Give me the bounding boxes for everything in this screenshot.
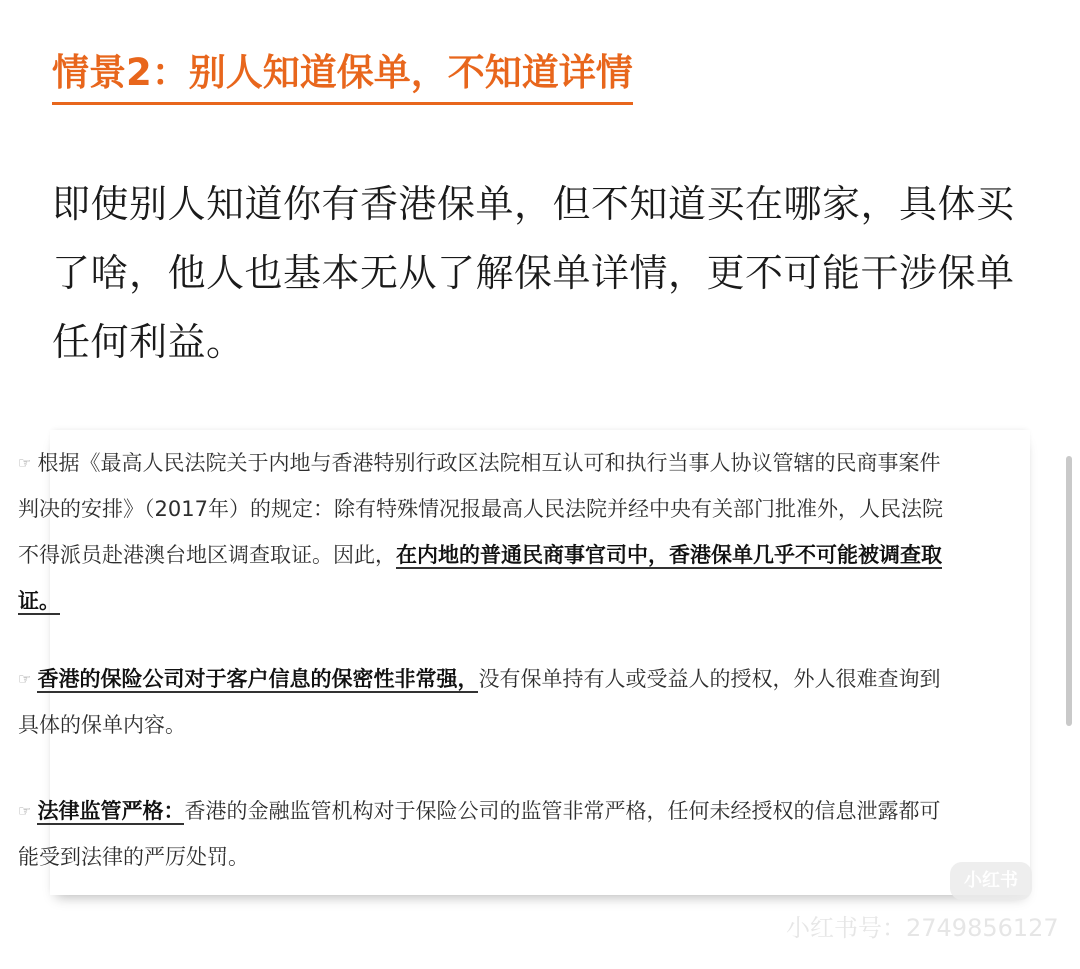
pointing-hand-icon: ☞ (18, 802, 32, 820)
pointing-hand-icon: ☞ (18, 670, 32, 688)
card-item-1 (18, 440, 958, 624)
pointing-hand-icon: ☞ (18, 454, 32, 472)
section-heading: 情景2：别人知道保单，不知道详情 (52, 46, 633, 105)
card-item-3 (18, 788, 958, 880)
card-item-bold: 香港的保险公司对于客户信息的保密性非常强， (37, 667, 479, 691)
watermark-logo: 小红书 (950, 862, 1032, 900)
card-item-2 (18, 656, 958, 748)
card-item-text-after: 香港的金融监管机构对于保险公司的监管非常严格，任何未经授权的信息泄露都可能受到法律的严厉处罚。 (18, 799, 941, 869)
card-item-text-after: 没有保单持有人或受益人的授权，外人很难查询到具体的保单内容。 (18, 667, 941, 737)
card-item-text: 根据《最高人民法院关于内地与香港特别行政区法院相互认可和执行当事人协议管辖的民商事案件判决的安排》（2017年）的规定：除有特殊情况报最高人民法院并经中央有关部门批准外，人民法院不得派员赴港澳台地区调查取证。因此， (18, 451, 943, 567)
scrollbar[interactable] (1066, 456, 1072, 726)
card-item-bold: 在内地的普通民商事官司中，香港保单几乎不可能被调查取证。 (18, 543, 942, 613)
body-paragraph: 即使别人知道你有香港保单，但不知道买在哪家，具体买了啥，他人也基本无从了解保单详情，更不可能干涉保单任何利益。 (52, 182, 1015, 364)
watermark-text: 小红书号：2749856127 (786, 914, 1059, 942)
card-item-bold: 法律监管严格： (37, 799, 185, 823)
